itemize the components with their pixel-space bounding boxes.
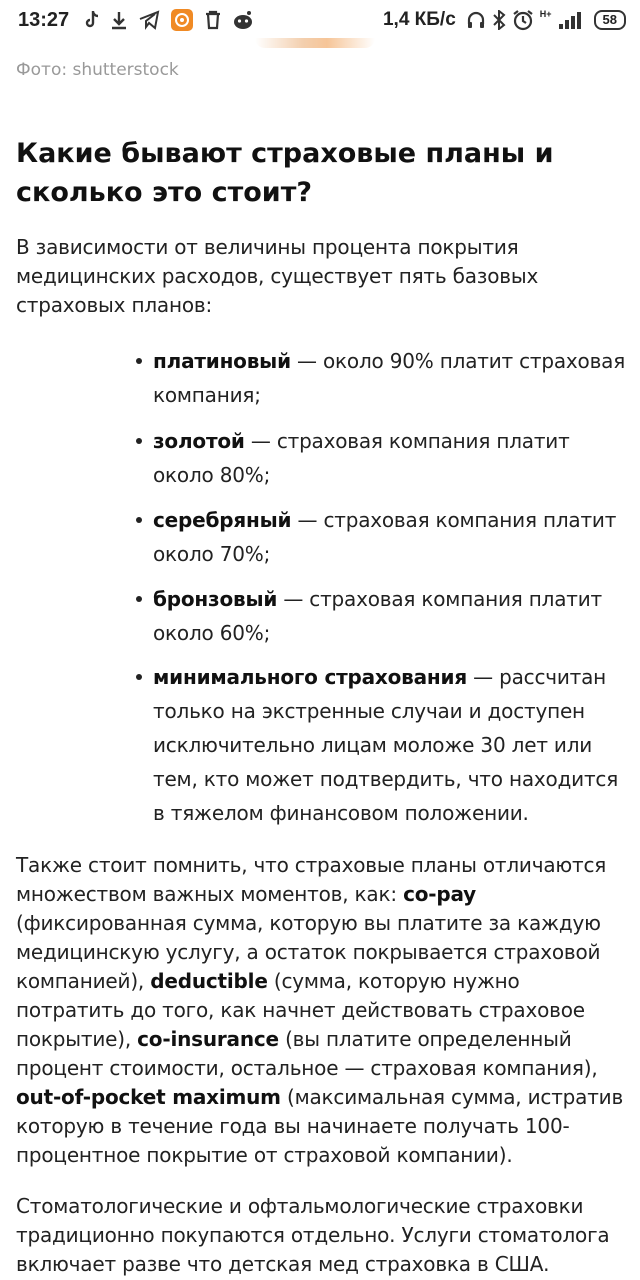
notification-icons xyxy=(84,8,254,32)
signal-icon xyxy=(558,11,584,29)
plan-desc: — рассчитан только на экстренные случаи и доступен исключительно лицам моложе 30 лет или тем, кто может подтвердить, что находится в тяжелом финансовом положении. xyxy=(153,665,619,825)
term-deductible: deductible xyxy=(150,969,268,993)
headphones-icon xyxy=(466,10,486,30)
status-bar xyxy=(0,0,640,40)
plan-desc: — страховая компания платит около 60%; xyxy=(153,587,603,645)
list-item xyxy=(153,424,631,492)
network-type: H+ xyxy=(539,9,552,19)
dental-paragraph: Стоматологические и офтальмологические страховки традиционно покупаются отдельно. Услуги стоматолога включает разве что детская мед страховка в США. xyxy=(16,1194,610,1276)
photo-caption: Фото: shutterstock xyxy=(16,60,179,80)
terms-text: (максимальная сумма, истратив которую в течение года вы начинаете получать 100-процентное покрытие от страховой компании). xyxy=(16,1085,624,1167)
list-item xyxy=(153,660,631,830)
terms-text: (сумма, которую нужно потратить до того, как начнет действовать страховое покрытие), xyxy=(16,969,585,1051)
alarm-icon xyxy=(512,9,534,31)
plan-name: платиновый xyxy=(153,349,291,373)
telegram-icon xyxy=(138,10,160,30)
terms-text: Также стоит помнить, что страховые планы отличаются множеством важных моментов, как: xyxy=(16,853,607,906)
intro-paragraph: В зависимости от величины процента покрытия медицинских расходов, существует пять базовых страховых планов: xyxy=(16,235,539,317)
bluetooth-icon xyxy=(492,10,506,30)
download-icon xyxy=(110,10,128,30)
reddit-icon xyxy=(232,10,254,30)
plan-name: бронзовый xyxy=(153,587,278,611)
plan-list-item-3 xyxy=(153,503,631,571)
plan-desc: — около 90% платит страховая компания; xyxy=(153,349,626,407)
status-time: 13:27 xyxy=(18,9,70,31)
battery-indicator: 58 xyxy=(594,10,626,30)
plan-list-item-5 xyxy=(153,660,631,830)
term-copay: co-pay xyxy=(403,882,476,906)
plan-name: минимального страхования xyxy=(153,665,467,689)
tiktok-icon xyxy=(84,10,100,30)
plan-name: серебряный xyxy=(153,508,292,532)
plan-desc: — страховая компания платит около 80%; xyxy=(153,429,570,487)
terms-text: (фиксированная сумма, которую вы платите за каждую медицинскую услугу, а остаток покрывается страховой компанией), xyxy=(16,911,601,993)
plan-name: золотой xyxy=(153,429,245,453)
plan-list-item-4 xyxy=(153,582,631,650)
term-coinsurance: co-insurance xyxy=(137,1027,279,1051)
trash-icon xyxy=(204,10,222,30)
term-out-of-pocket: out-of-pocket maximum xyxy=(16,1085,281,1109)
terms-text: (вы платите определенный процент стоимости, остальное — страховая компания), xyxy=(16,1027,598,1080)
terms-paragraph xyxy=(16,851,628,1170)
plan-list-item-2 xyxy=(153,424,631,492)
app-notification-icon xyxy=(170,8,194,32)
plan-desc: — страховая компания платит около 70%; xyxy=(153,508,617,566)
list-item xyxy=(153,582,631,650)
section-heading: Какие бывают страховые планы и сколько это стоит? xyxy=(16,138,554,208)
status-right xyxy=(383,9,626,31)
plan-list-item-1 xyxy=(153,344,631,412)
list-item xyxy=(153,344,631,412)
article-photo-edge xyxy=(255,38,375,48)
network-speed: 1,4 КБ/с xyxy=(382,9,456,30)
list-item xyxy=(153,503,631,571)
